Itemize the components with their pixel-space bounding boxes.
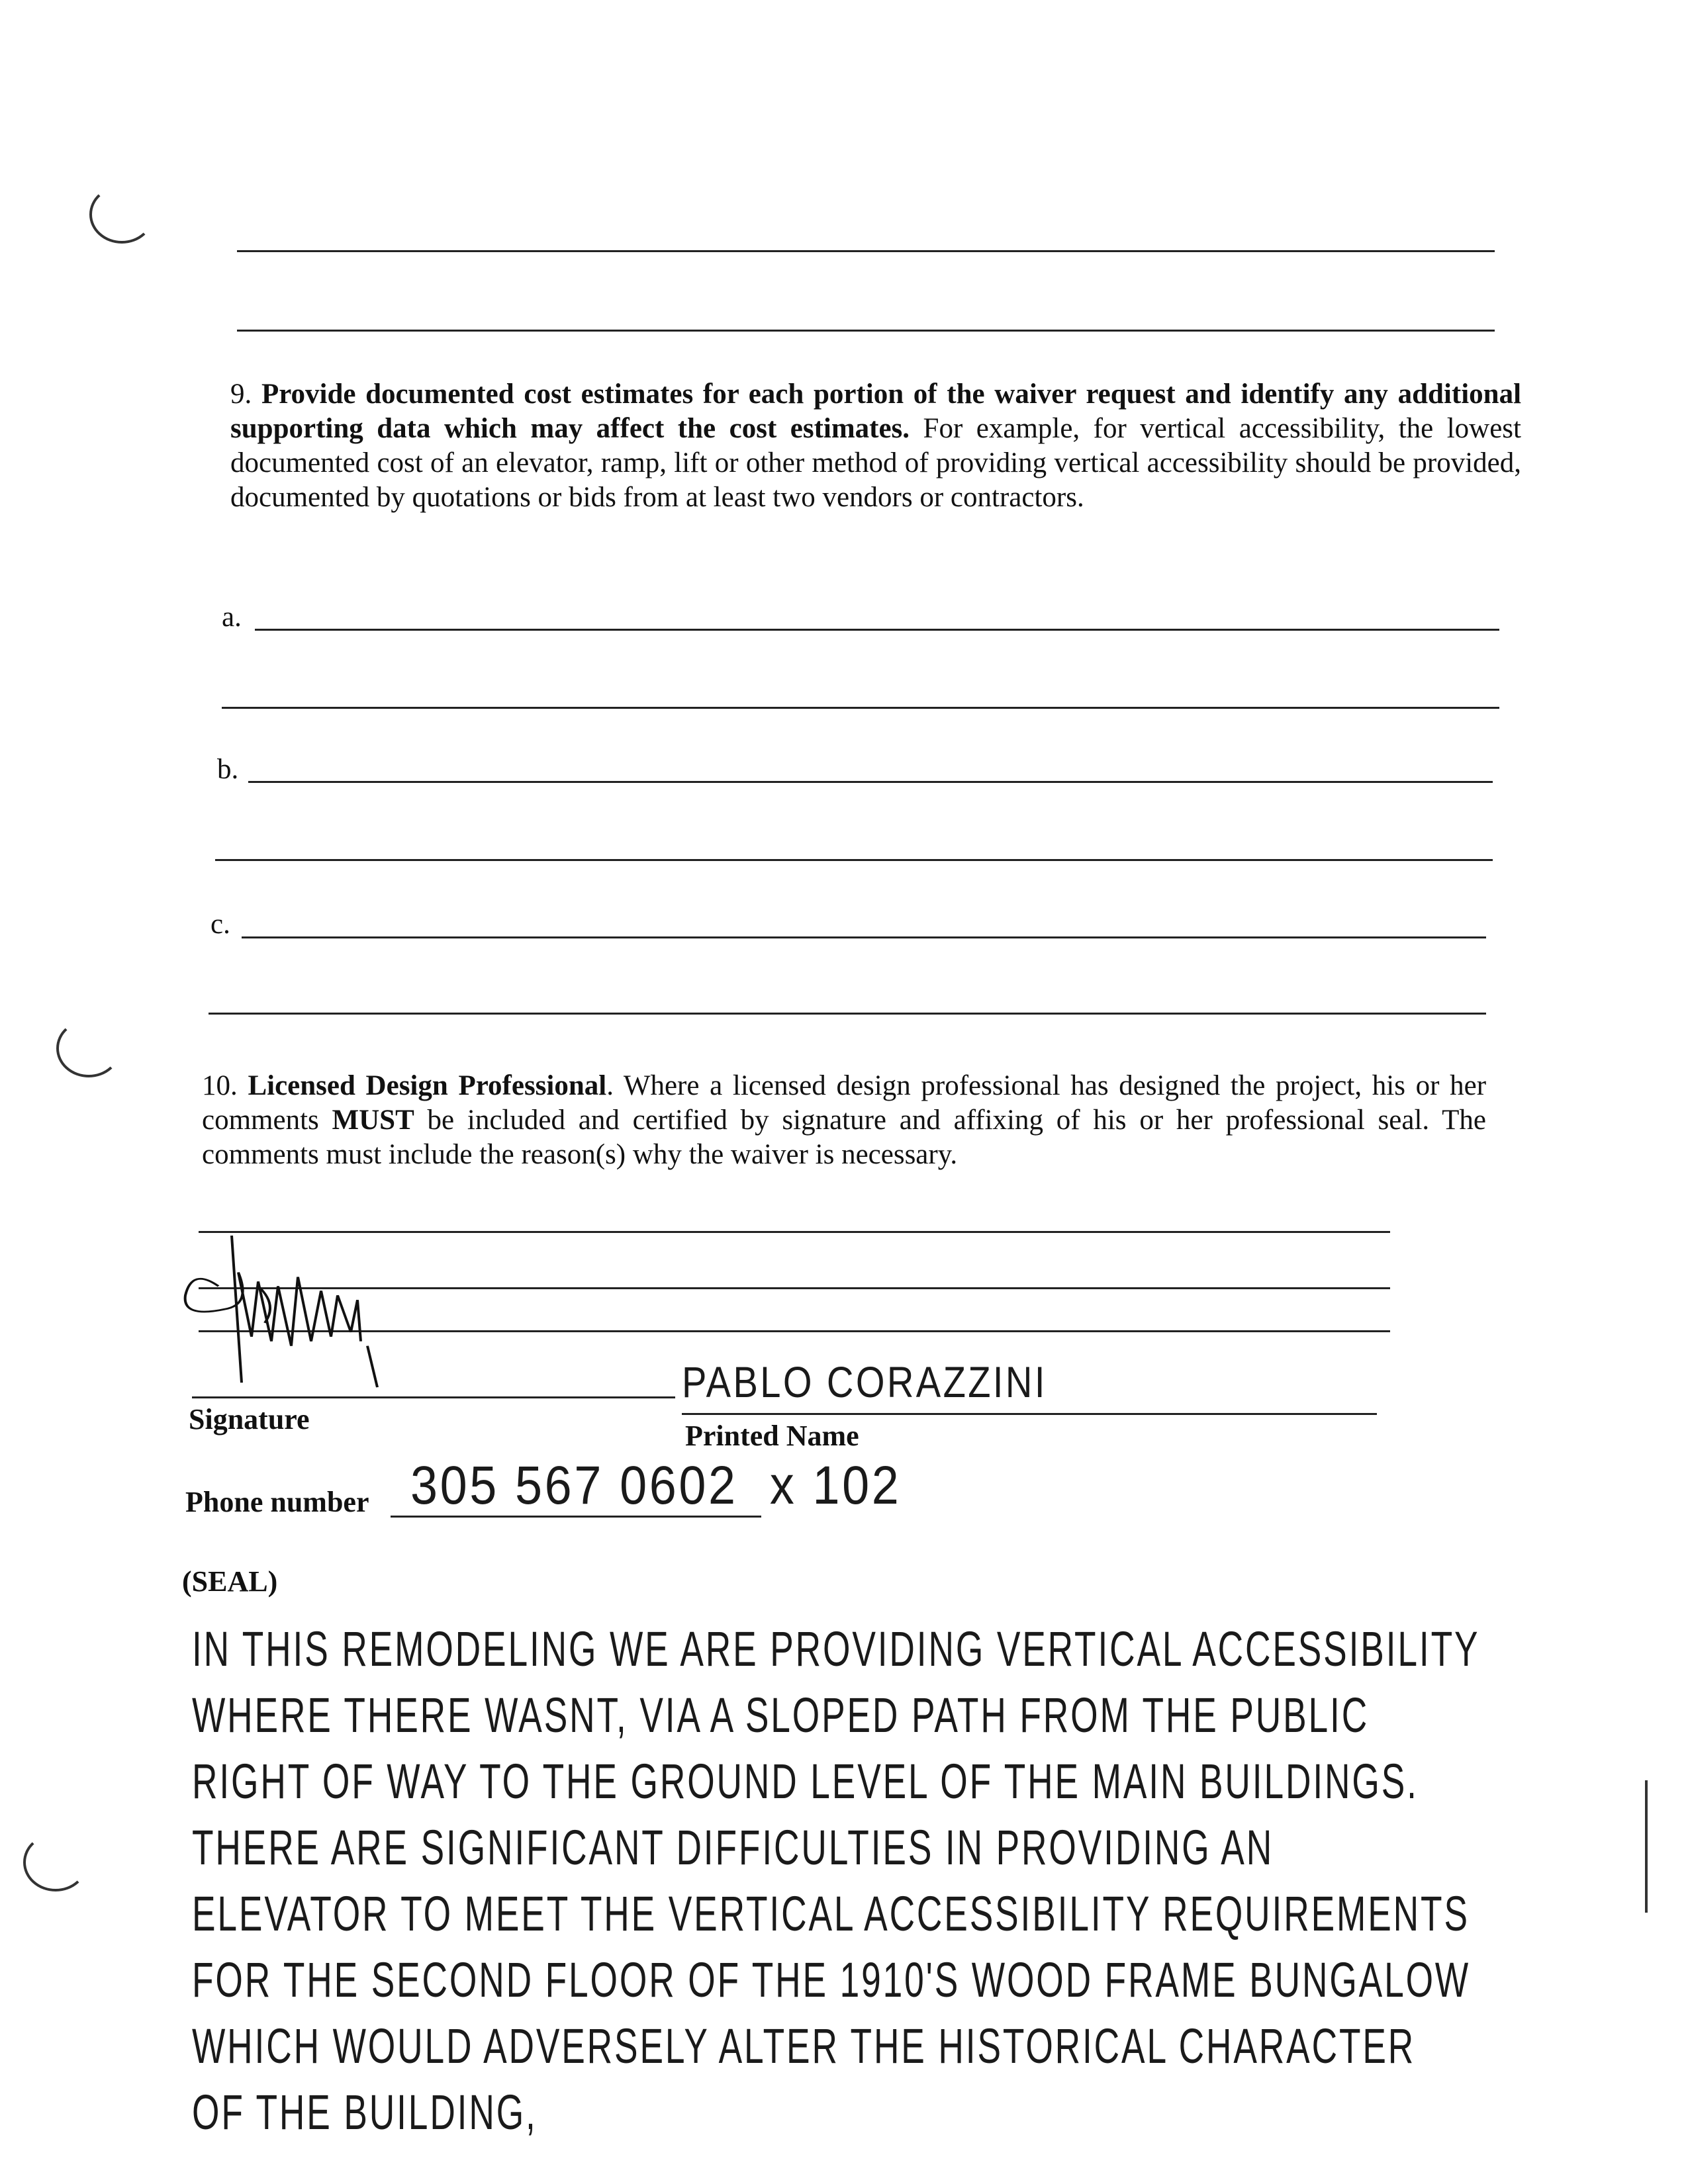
question-10 — [202, 1069, 1486, 1172]
phone-label: Phone number — [185, 1486, 369, 1518]
comment-line-text: FOR THE SECOND FLOOR OF THE 1910'S WOOD FRAME BUNGALOW — [192, 1952, 1471, 2007]
comment-line-text: RIGHT OF WAY TO THE GROUND LEVEL OF THE MAIN BUILDINGS. — [192, 1754, 1419, 1809]
question-10-must: MUST — [332, 1105, 414, 1136]
comment-line-text: WHERE THERE WASNT, VIA A SLOPED PATH FROM THE PUBLIC — [192, 1688, 1370, 1743]
answer-line-b2[interactable] — [215, 859, 1493, 861]
phone-line[interactable] — [391, 1516, 761, 1518]
question-9-heading: Provide documented cost estimates for each portion of the waiver request and identify any additional supporting data which may affect the cost estimates. — [230, 379, 1522, 444]
seal-label: (SEAL) — [182, 1565, 278, 1598]
item-b-label: b. — [217, 754, 239, 785]
signature-line[interactable] — [192, 1396, 675, 1398]
punch-hole-mark — [56, 1019, 121, 1077]
question-9-body: For example, for vertical accessibility, the lowest documented cost of an elevator, ramp, lift or other method of providing vertical accessibility should be provided, documented by quotations or bids from at least two vendors or contractors. — [230, 413, 1521, 513]
question-10-number: 10. — [202, 1070, 238, 1101]
answer-line-a[interactable] — [255, 629, 1499, 631]
printed-name-line[interactable] — [682, 1413, 1377, 1415]
question-9 — [230, 377, 1521, 515]
answer-line-b[interactable] — [248, 781, 1493, 783]
question-10-heading: Licensed Design Professional — [248, 1070, 607, 1101]
signature-label: Signature — [189, 1403, 310, 1435]
question-9-number: 9. — [230, 379, 252, 410]
item-c-label: c. — [211, 909, 230, 940]
comment-line-text: THERE ARE SIGNIFICANT DIFFICULTIES IN PROVIDING AN — [192, 1820, 1274, 1875]
punch-hole-mark — [23, 1833, 88, 1891]
handwritten-comments — [192, 1621, 1648, 2164]
comment-line-text: IN THIS REMODELING WE ARE PROVIDING VERTICAL ACCESSIBILITY — [192, 1621, 1480, 1676]
punch-hole-mark — [89, 185, 154, 244]
comment-line-text: WHICH WOULD ADVERSELY ALTER THE HISTORICAL CHARACTER — [192, 2019, 1416, 2073]
signature-image — [179, 1231, 404, 1396]
answer-line[interactable] — [237, 330, 1495, 332]
comment-line-text: ELEVATOR TO MEET THE VERTICAL ACCESSIBILITY REQUIREMENTS — [192, 1886, 1470, 1941]
answer-line[interactable] — [237, 250, 1495, 252]
comment-line-text: OF THE BUILDING, — [192, 2085, 538, 2140]
question-10-text: . Where a licensed design professional has designed the project, his or her comments — [202, 1070, 1487, 1136]
answer-line-a2[interactable] — [222, 707, 1499, 709]
phone-value: 305 567 0602 x 102 — [410, 1455, 902, 1516]
scan-edge-mark — [1645, 1780, 1648, 1913]
question-10-text-2: be included and certified by signature and affixing of his or her professional seal. The comments must include the reason(s) why the waiver is necessary. — [202, 1105, 1486, 1170]
printed-name-label: Printed Name — [685, 1420, 859, 1452]
printed-name-value: PABLO CORAZZINI — [682, 1357, 1047, 1406]
item-a-label: a. — [222, 602, 242, 633]
answer-line-c2[interactable] — [209, 1013, 1486, 1015]
answer-line-c[interactable] — [242, 936, 1486, 938]
